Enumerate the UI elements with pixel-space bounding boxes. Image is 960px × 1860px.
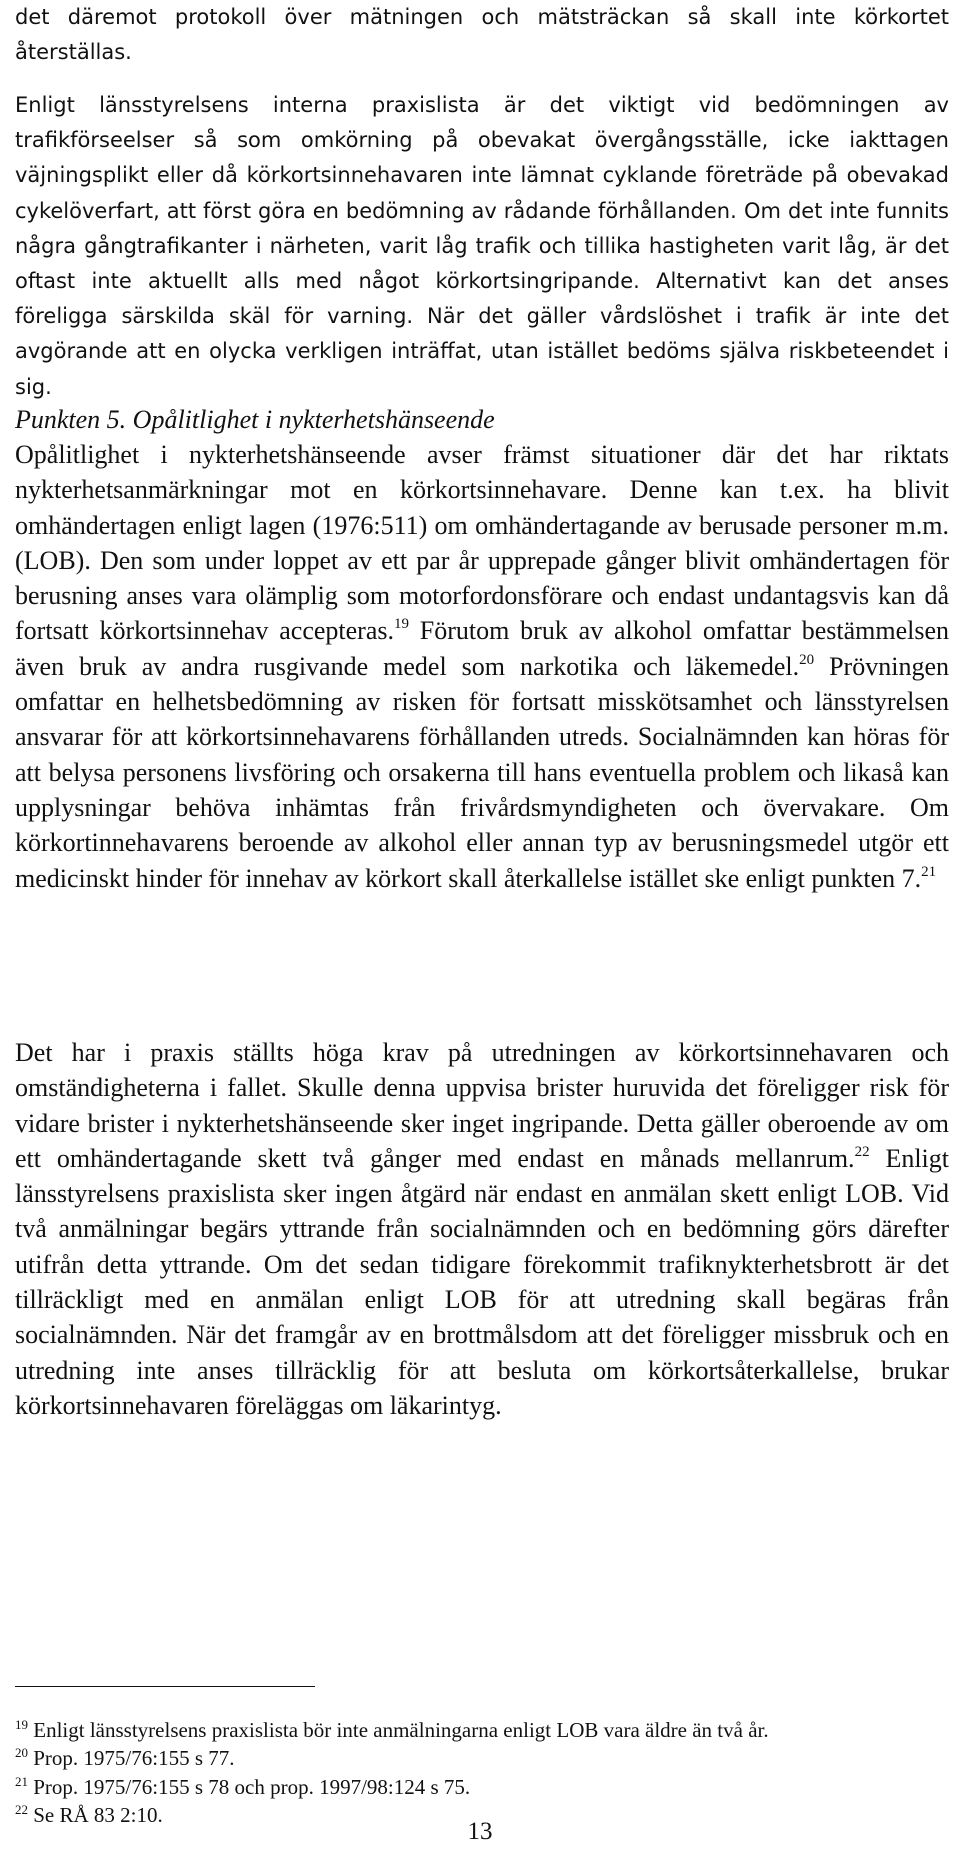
- footnote-21: [15, 1773, 949, 1801]
- footnote-number: 21: [15, 1773, 28, 1789]
- footnote-text: Enligt länsstyrelsens praxislista bör inte anmälningarna enligt LOB vara äldre än två år.: [28, 1718, 769, 1742]
- praxis-lob-text-2: Enligt länsstyrelsens praxislista sker ingen åtgärd när endast en anmälan skett enligt LOB. Vid två anmälningar begärs yttrande från socialnämnden och en bedömning görs därefter utifrån detta yttrande. Om det sedan tidigare förekommit trafiknykterhetsbrott är det tillräckligt med en anmälan enligt LOB för att utredning skall begäras från socialnämnden. När det framgår av en brottmålsdom att det föreligger missbruk och en utredning inte anses tillräcklig för att besluta om körkortsåterkallelse, brukar körkortsinnehavaren föreläggas om läkarintyg.: [15, 1143, 949, 1420]
- paragraph-punkten-5: [15, 437, 949, 896]
- section-heading-punkten-5: Punkten 5. Opålitlighet i nykterhetshänseende: [15, 405, 495, 434]
- footnote-ref-20: 20: [799, 651, 815, 668]
- paragraph-praxis-lob: [15, 1035, 949, 1423]
- praxis-serif-text: Om det inte funnits några gångtrafikanter i närheten, varit låg trafik och tillika hastigheten varit låg, är det oftast inte aktuellt alls med något körkortsingripande. Alternativt kan det anses föreligga särskilda skäl för varning. När det gäller vårdslöshet i trafik är inte det avgörande att en olycka verkligen inträffat, utan istället bedöms själva riskbeteendet i sig.: [15, 198, 949, 399]
- footnotes: [15, 1716, 949, 1829]
- footnote-ref-19: 19: [393, 616, 409, 633]
- praxis-sans-text: Enligt länsstyrelsens interna praxislista är det viktigt vid bedömningen av trafikförseelser så som omkörning på obevakat övergångsställe, icke iakttagen väjningsplikt eller då körkortsinnehavaren inte lämnat cyklande företräde på obevakad cykelöverfart, att först göra en bedömning av rådande förhållanden.: [15, 93, 949, 223]
- footnote-number: 22: [15, 1801, 28, 1817]
- footnote-separator: [15, 1686, 315, 1687]
- footnote-text: Se RÅ 83 2:10.: [28, 1802, 163, 1827]
- paragraph-praxis: [15, 88, 949, 405]
- footnote-text: Prop. 1975/76:155 s 77.: [28, 1746, 235, 1771]
- p5-text-3: Prövningen omfattar en helhetsbedömning av risken för fortsatt misskötsamhet och länsstyrelsen ansvarar för att körkortsinnehavarens förhållanden utreds. Socialnämnden kan höras för att belysa personens livsföring och orsakerna till hans eventuella problem och likaså kan upplysningar behöva inhämtas från frivårdsmyndigheten och övervakare. Om körkortinnehavarens beroende av alkohol eller annan typ av berusningsmedel utgör ett medicinskt hinder för innehav av körkort skall återkallelse istället ske enligt punkten 7.: [15, 651, 949, 893]
- footnote-text: Prop. 1975/76:155 s 78 och prop. 1997/98:124 s 75.: [28, 1774, 471, 1799]
- praxis-lob-text-1: Det har i praxis ställts höga krav på utredningen av körkortsinnehavaren och omständigheterna i fallet. Skulle denna uppvisa brister huruvida det föreligger risk för vidare brister i nykterhetshänseende sker inget ingripande. Detta gäller oberoende av om ett omhändertagande skett två gånger med endast en månads mellanrum.: [15, 1038, 949, 1173]
- footnote-number: 19: [15, 1717, 28, 1732]
- footnote-19: [15, 1716, 949, 1744]
- footnote-ref-21: 21: [921, 863, 937, 880]
- p5-text-2: Förutom bruk av alkohol omfattar bestämmelsen även bruk av andra rusgivande medel som narkotika och läkemedel.: [15, 616, 949, 681]
- footnote-ref-22: 22: [854, 1143, 870, 1160]
- footnote-number: 20: [15, 1745, 28, 1761]
- paragraph-continuation: det däremot protokoll över mätningen och mätsträckan så skall inte körkortet återställas.: [15, 5, 949, 65]
- footnote-20: [15, 1744, 949, 1772]
- page-number: 13: [467, 1818, 493, 1845]
- p5-text-1: Opålitlighet i nykterhetshänseende avser främst situationer där det har riktats nykterhetsanmärkningar mot en körkortsinnehavare. Denne kan t.ex. ha blivit omhändertagen enligt lagen (1976:511) om omhändertagande av berusade personer m.m. (LOB). Den som under loppet av ett par år upprepade gånger blivit omhändertagen för berusning anses vara olämplig som motorfordonsförare och endast undantagsvis kan då fortsatt körkortsinnehav accepteras.: [15, 440, 949, 646]
